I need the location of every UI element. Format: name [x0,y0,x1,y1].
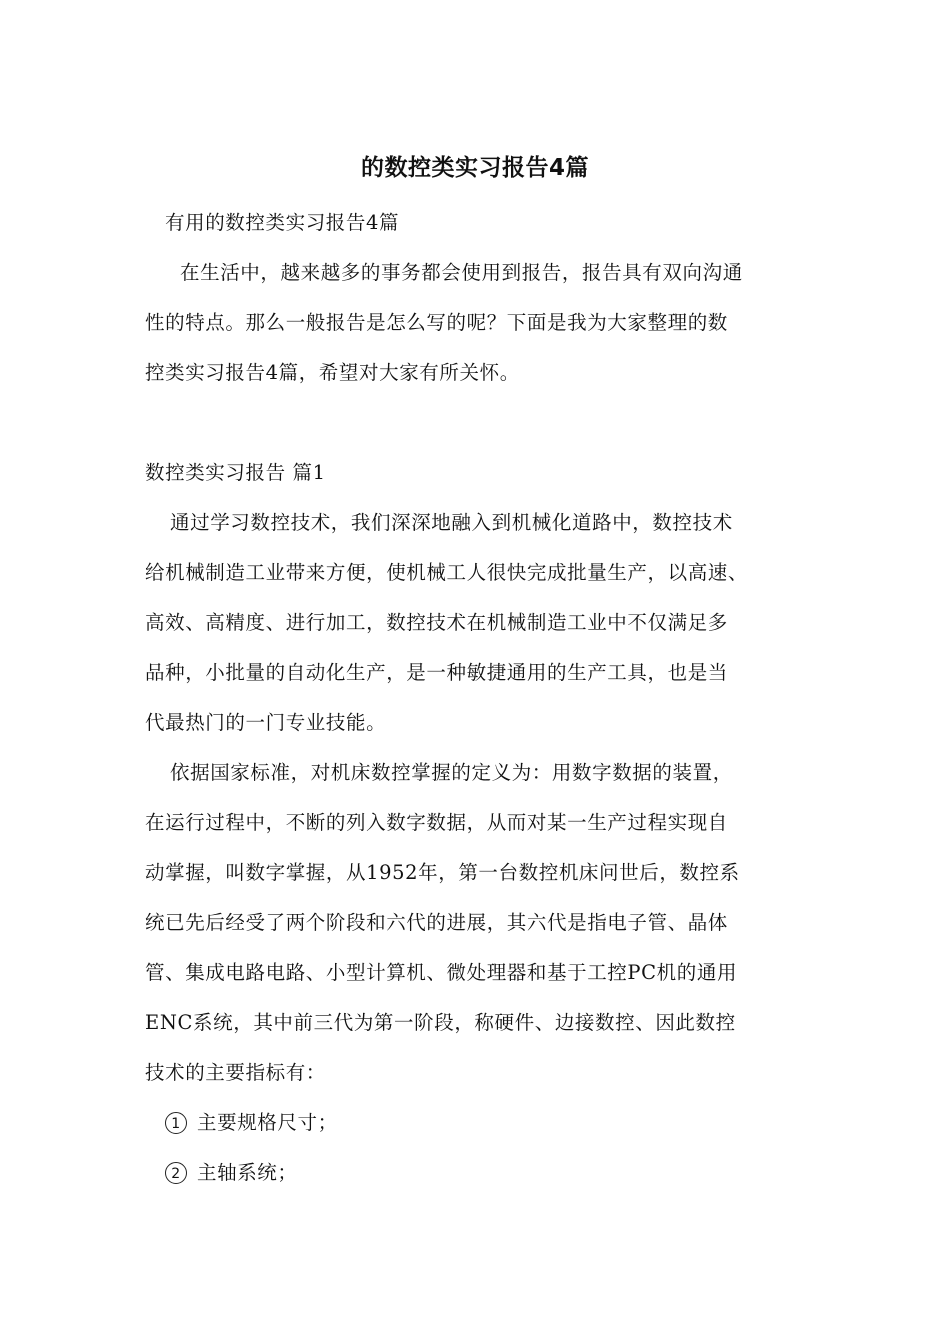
circled-number-icon: 1 [165,1112,187,1134]
paragraph-line: 技术的主要指标有： [145,1061,326,1084]
paragraph-line: 给机械制造工业带来方便，使机械工人很快完成批量生产，以高速、 [145,561,749,584]
paragraph-line: 品种，小批量的自动化生产，是一种敏捷通用的生产工具，也是当 [145,661,728,684]
document-subtitle: 有用的数控类实习报告4篇 [165,211,400,234]
list-item-text: 主要规格尺寸； [197,1111,338,1134]
section-heading: 数控类实习报告 篇1 [145,461,326,484]
paragraph-line: ENC系统，其中前三代为第一阶段，称硬件、边接数控、因此数控 [145,1011,736,1034]
intro-line: 在生活中，越来越多的事务都会使用到报告，报告具有双向沟通 [180,261,743,284]
list-item [165,1158,298,1188]
document-title: 的数控类实习报告4篇 [360,155,589,181]
paragraph-line: 在运行过程中，不断的列入数字数据，从而对某一生产过程实现自 [145,811,728,834]
list-item-text: 主轴系统； [197,1161,298,1184]
paragraph-line: 依据国家标准，对机床数控掌握的定义为：用数字数据的装置， [170,761,733,784]
circled-number-icon: 2 [165,1162,187,1184]
list-item [165,1108,338,1138]
paragraph-line: 统已先后经受了两个阶段和六代的进展，其六代是指电子管、晶体 [145,911,728,934]
intro-line: 控类实习报告4篇，希望对大家有所关怀。 [145,361,520,384]
paragraph-line: 通过学习数控技术，我们深深地融入到机械化道路中，数控技术 [170,511,733,534]
paragraph-line: 管、集成电路电路、小型计算机、微处理器和基于工控PC机的通用 [145,961,738,984]
intro-line: 性的特点。那么一般报告是怎么写的呢？下面是我为大家整理的数 [145,311,728,334]
paragraph-line: 高效、高精度、进行加工，数控技术在机械制造工业中不仅满足多 [145,611,728,634]
paragraph-line: 代最热门的一门专业技能。 [145,711,387,734]
paragraph-line: 动掌握，叫数字掌握，从1952年，第一台数控机床问世后，数控系 [145,861,740,884]
